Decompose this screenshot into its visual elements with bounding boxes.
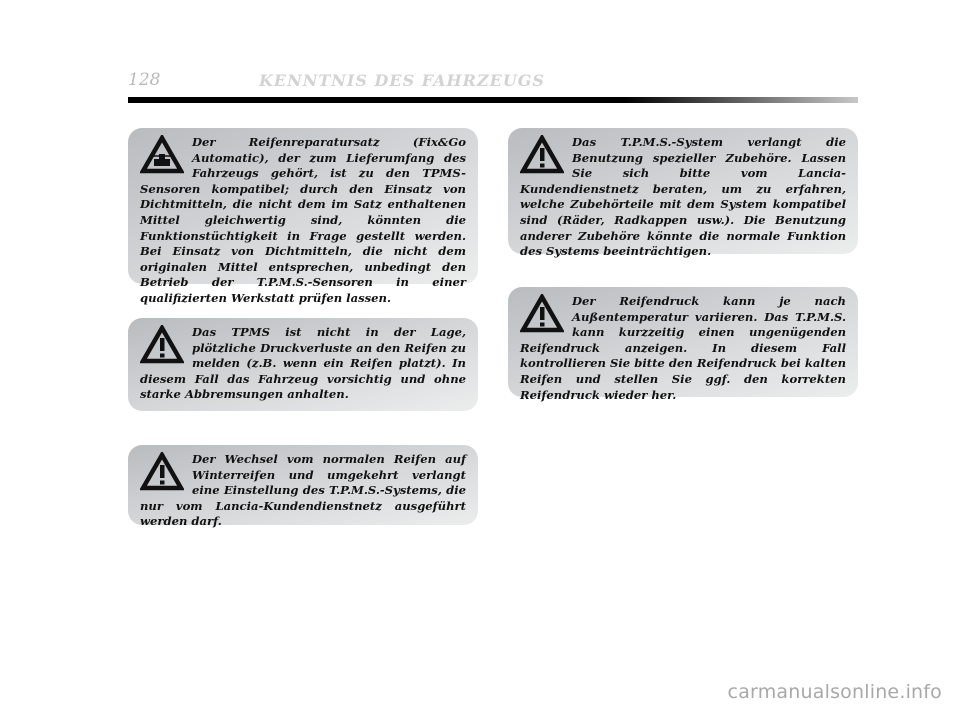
watermark: carmanualsonline.info [727,681,942,703]
warning-box-pressure-loss [128,318,478,411]
warning-text: Der Wechsel vom normalen Reifen auf Winterreifen und umgekehrt verlangt eine Einstellung des T.P.M.S.-Systems, die nur vom Lancia-Kundendienstnetz ausgeführt werden darf. [140,452,466,529]
warning-box-sealant [128,128,478,305]
warning-sealant-icon [140,135,186,179]
header-rule [128,97,858,103]
warning-box-accessories [508,128,858,259]
warning-box-winter-tyres [128,445,478,529]
warning-text: Das TPMS ist nicht in der Lage, plötzliche Druckverluste an den Reifen zu melden (z.B. wenn ein Reifen platzt). In diesem Fall das Fahrzeug vorsichtig und ohne starke Abbremsungen anhalten. [140,325,466,402]
section-title: KENNTNIS DES FAHRZEUGS [259,71,545,90]
page-number: 128 [128,70,161,90]
warning-text: Der Reifendruck kann je nach Außentemperatur variieren. Das T.P.M.S. kann kurzzeitig einen ungenügenden Reifendruck anzeigen. In diesem Fall kontrollieren Sie bitte den Reifendruck bei kalten Reifen und stellen Sie ggf. den korrekten Reifendruck wieder her. [520,294,846,402]
warning-triangle-icon [520,294,566,338]
warning-triangle-icon [140,452,186,496]
warning-text: Das T.P.M.S.-System verlangt die Benutzung spezieller Zubehöre. Lassen Sie sich bitte vom Lancia-Kundendienstnetz beraten, um zu erfahren, welche Zubehörteile mit dem System kompatibel sind (Räder, Radkappen usw.). Die Benutzung anderer Zubehöre könnte die normale Funktion des Systems beeinträchtigen. [520,135,846,259]
warning-box-temperature [508,287,858,402]
warning-text: Der Reifenreparatursatz (Fix&Go Automatic), der zum Lieferumfang des Fahrzeugs gehört, ist zu den TPMS-Sensoren kompatibel; durch den Einsatz von Dichtmitteln, die nicht dem im Satz enthaltenen Mittel gleichwertig sind, könnten die Funktionstüchtigkeit in Frage gestellt werden. Bei Einsatz von Dichtmitteln, die nicht dem originalen Mittel entsprechen, unbedingt den Betrieb der T.P.M.S.-Sensoren in einer qualifizierten Werkstatt prüfen lassen. [140,135,466,305]
page-header [128,70,858,110]
warning-triangle-icon [520,135,566,179]
warning-triangle-icon [140,325,186,369]
